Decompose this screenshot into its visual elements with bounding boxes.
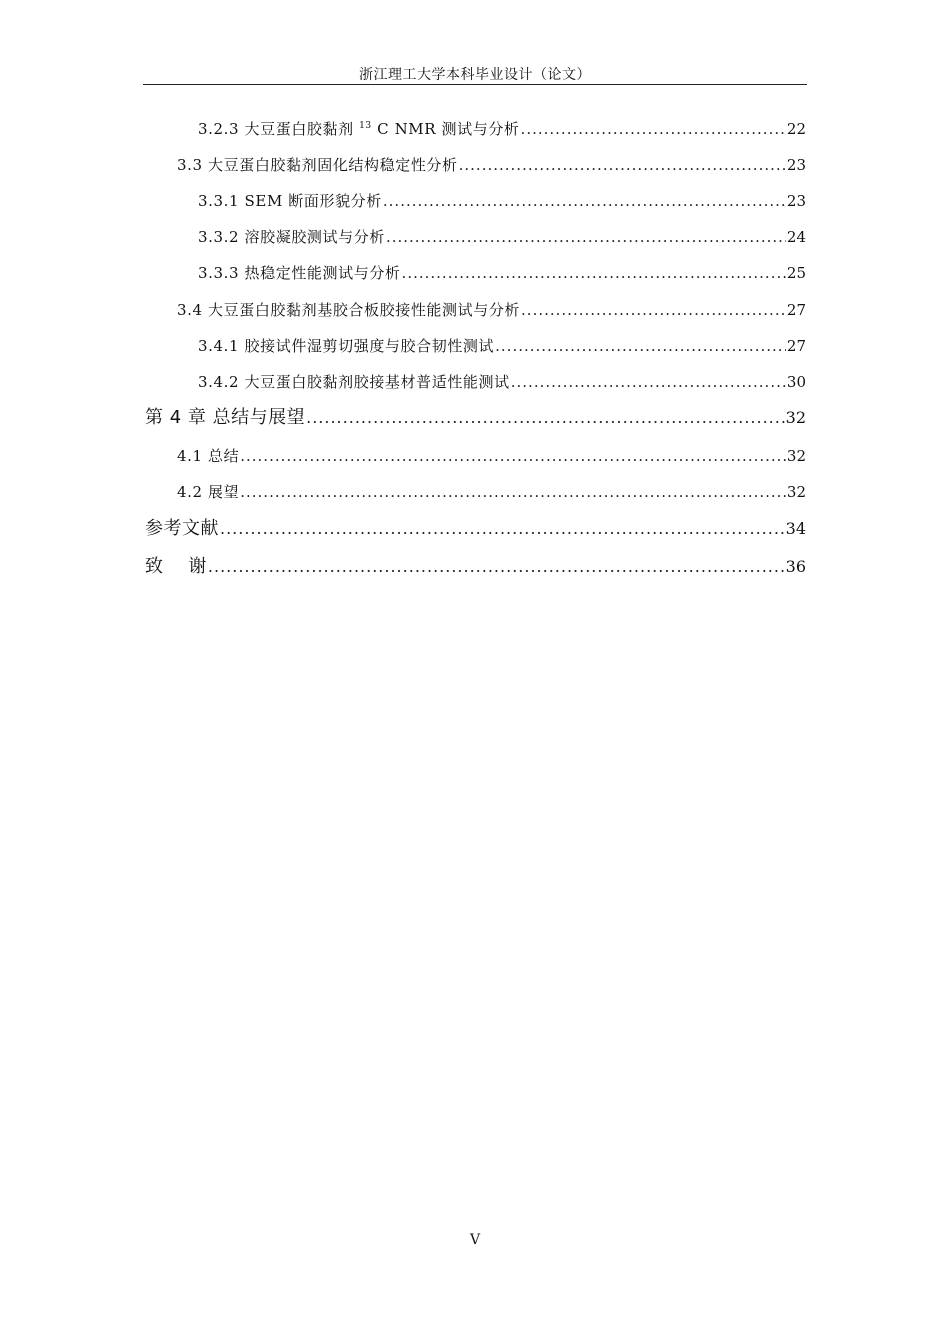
toc-entry-label: 3.4.2 大豆蛋白胶黏剂胶接基材普适性能测试 (198, 373, 510, 391)
toc-entry-3-3-2[interactable] (198, 227, 806, 247)
toc-page-number: 24 (786, 228, 806, 246)
toc-entry-label: 3.3.2 溶胶凝胶测试与分析 (198, 228, 385, 246)
header-divider (143, 84, 807, 85)
toc-entry-3-3-1[interactable] (198, 191, 806, 211)
toc-entry-label: 3.3.1 SEM 断面形貌分析 (198, 192, 382, 210)
dot-leader (240, 446, 786, 466)
dot-leader (386, 227, 786, 247)
dot-leader (402, 263, 786, 283)
dot-leader (495, 336, 786, 356)
toc-entry-label: 3.4 大豆蛋白胶黏剂基胶合板胶接性能测试与分析 (177, 301, 521, 319)
toc-entry-3-4[interactable] (177, 300, 806, 320)
toc-page-number: 27 (786, 337, 806, 355)
toc-entry-label: 4.1 总结 (177, 447, 240, 465)
toc-entry-label: 参考文献 (145, 518, 219, 539)
dot-leader (240, 482, 786, 502)
toc-page-number: 36 (785, 557, 806, 576)
dot-leader (521, 119, 786, 139)
toc-entry-label: 3.4.1 胶接试件湿剪切强度与胶合韧性测试 (198, 337, 495, 355)
toc-entry-references[interactable] (145, 519, 806, 539)
toc-page-number: 23 (786, 156, 806, 174)
dot-leader (208, 557, 785, 577)
toc-entry-label: 第 4 章 总结与展望 (145, 407, 306, 428)
toc-entry-label: 3.2.3 大豆蛋白胶黏剂 $^{13}$ C NMR 测试与分析 (198, 120, 520, 138)
toc-page-number: 27 (786, 301, 806, 319)
toc-entry-label: 致 谢 (145, 556, 207, 577)
toc-entry-3-2-3[interactable] (198, 119, 806, 139)
toc-entry-3-3[interactable] (177, 155, 806, 175)
page-number-footer: V (469, 1232, 481, 1248)
toc-entry-chapter-4[interactable] (145, 408, 806, 428)
toc-page-number: 32 (786, 483, 806, 501)
toc-page-number: 23 (786, 192, 806, 210)
toc-page-number: 32 (785, 408, 806, 427)
toc-page-number: 32 (786, 447, 806, 465)
toc-entry-3-4-1[interactable] (198, 336, 806, 356)
toc-page-number: 30 (786, 373, 806, 391)
dot-leader (511, 372, 786, 392)
dot-leader (306, 408, 785, 428)
dot-leader (383, 191, 786, 211)
toc-entry-label: 3.3.3 热稳定性能测试与分析 (198, 264, 401, 282)
toc-entry-4-2[interactable] (177, 482, 806, 502)
dot-leader (459, 155, 786, 175)
dot-leader (220, 519, 785, 539)
toc-entry-label: 3.3 大豆蛋白胶黏剂固化结构稳定性分析 (177, 156, 458, 174)
toc-page-number: 34 (785, 519, 806, 538)
toc-page-number: 25 (786, 264, 806, 282)
dot-leader (521, 300, 786, 320)
toc-entry-4-1[interactable] (177, 446, 806, 466)
toc-page-number: 22 (786, 120, 806, 138)
toc-entry-acknowledgements[interactable] (145, 557, 806, 577)
toc-entry-3-4-2[interactable] (198, 372, 806, 392)
page-header-title: 浙江理工大学本科毕业设计（论文） (359, 67, 591, 83)
superscript-13: 13 (359, 121, 372, 131)
toc-entry-label: 4.2 展望 (177, 483, 240, 501)
toc-entry-3-3-3[interactable] (198, 263, 806, 283)
